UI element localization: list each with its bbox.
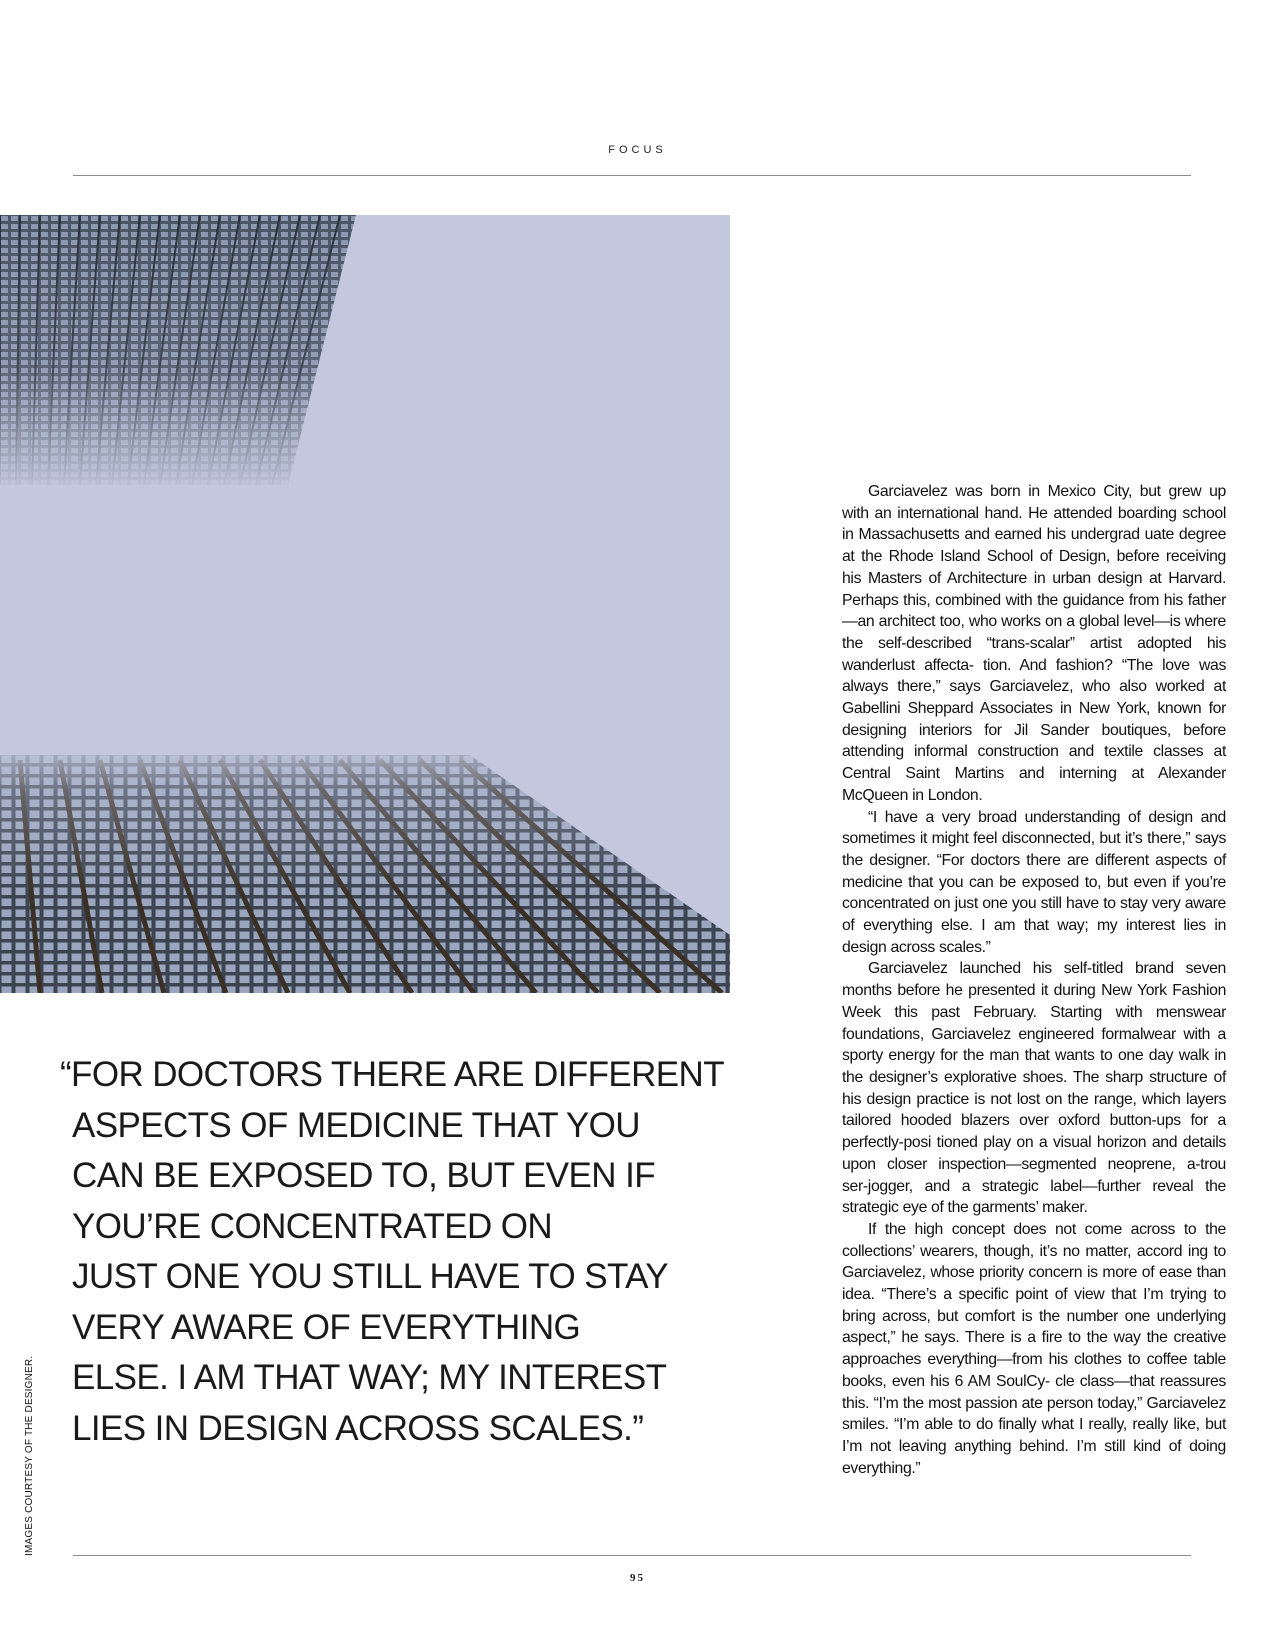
article-paragraph: If the high concept does not come across to the collections’ wearers, though, it’s no matter, accord ing to Garciavelez, whose priority concern is more of ease than idea. “There’s a specific point of view that I’m trying to bring across, but comfort is the number one underlying aspect,” he says. There is a fire to the way the creative approaches everything—from his clothes to coffee table books, even his 6 AM SoulCy- cle class—that reassures this. “I’m the most passion ate person today,” Garciavelez smiles. “I’m able to do finally what I really, really like, but I’m not leaving anything behind. I’m still kind of doing everything.” xyxy=(842,1220,1226,1477)
skyscraper-photo xyxy=(0,215,730,993)
pull-quote-line: CAN BE EXPOSED TO, BUT EVEN IF xyxy=(72,1156,655,1195)
pull-quote-line: ELSE. I AM THAT WAY; MY INTEREST xyxy=(72,1358,667,1397)
pull-quote-line: LIES IN DESIGN ACROSS SCALES.” xyxy=(72,1408,644,1448)
article-body xyxy=(842,481,1226,1479)
page-number: 95 xyxy=(630,1572,645,1584)
pull-quote-line: VERY AWARE OF EVERYTHING xyxy=(72,1307,581,1347)
article-paragraph: “I have a very broad understanding of design and sometimes it might feel disconnected, but it’s there,” says the designer. “For doctors there are different aspects of medicine that you can be exposed to, but even if you’re concentrated on just one you still have to stay very aware of everything else. I am that way; my interest lies in design across scales.” xyxy=(842,808,1226,956)
pull-quote xyxy=(60,1050,725,1454)
pull-quote-line: ASPECTS OF MEDICINE THAT YOU xyxy=(72,1105,640,1145)
pull-quote-line: “FOR DOCTORS THERE ARE DIFFERENT xyxy=(60,1055,725,1094)
image-credit: IMAGES COURTESY OF THE DESIGNER. xyxy=(24,1355,35,1556)
article-paragraph: Garciavelez launched his self-titled brand seven months before he presented it during New York Fashion Week this past February. Starting with menswear foundations, Garciavelez engineered formalwear with a sporty energy for the man that wants to one day walk in the designer’s explorative shoes. The sharp structure of his design practice is not lost on the range, which layers tailored hooded blazers over oxford button-ups for a perfectly-posi tioned play on a visual horizon and details upon closer inspection—segmented neoprene, a-trou ser-jogger, and a strategic label—further reveal the strategic eye of the garments’ maker. xyxy=(842,960,1226,1217)
top-rule xyxy=(73,175,1191,176)
pull-quote-line: JUST ONE YOU STILL HAVE TO STAY xyxy=(72,1257,669,1296)
section-label: FOCUS xyxy=(608,144,667,156)
pull-quote-line: YOU’RE CONCENTRATED ON xyxy=(72,1206,553,1246)
bottom-rule xyxy=(73,1555,1191,1556)
article-paragraph: Garciavelez was born in Mexico City, but grew up with an international hand. He attended boarding school in Massachusetts and earned his undergrad uate degree at the Rhode Island School of Design, before receiving his Masters of Architecture in urban design at Harvard. Perhaps this, combined with the guidance from his father—an architect too, who works on a global level—is where the self-described “trans-scalar” artist adopted his wanderlust affecta- tion. And fashion? “The love was always there,” says Garciavelez, who also worked at Gabellini Sheppard Associates in New York, known for designing interiors for Jil Sander boutiques, before attending informal construction and textile classes at Central Saint Martins and interning at Alexander McQueen in London. xyxy=(842,483,1226,804)
